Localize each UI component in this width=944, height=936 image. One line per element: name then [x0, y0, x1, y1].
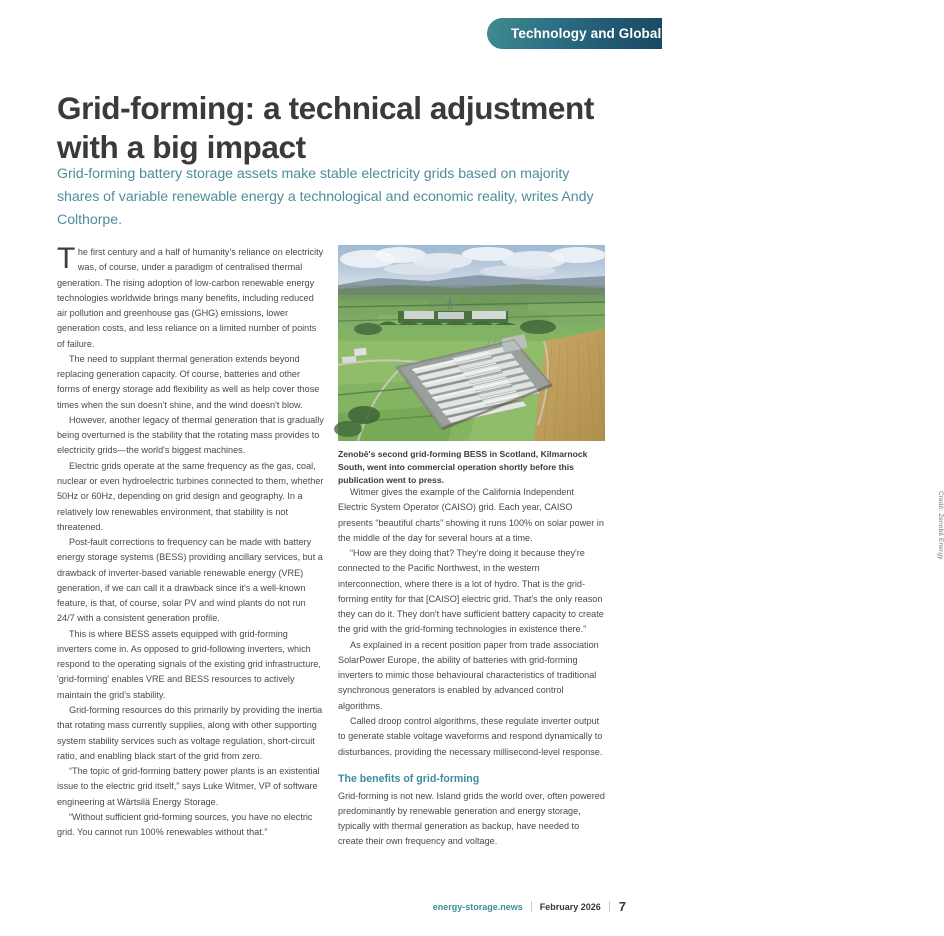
article-column-left	[57, 242, 324, 840]
drop-cap: T	[57, 242, 76, 275]
footer-issue-date: February 2026	[539, 901, 601, 912]
article-paragraph: Witmer gives the example of the California Independent Electric System Operator (CAISO) grid. Each year, CAISO presents “beautiful charts” showing it runs 100% on solar power in the middle of the day for several hours at a time.	[338, 487, 604, 543]
section-badge-label: Technology and Global	[511, 26, 662, 41]
section-badge	[487, 18, 662, 49]
article-paragraph: Post-fault corrections to frequency can be made with battery energy storage systems (BESS) providing ancillary services, but a drawback of inverter-based variable renewable energy (VRE) generation, if we can call it a drawback since it's a well-known feature, is that, of course, solar PV and wind plants do not run 24/7 with a consistent generation profile.	[57, 537, 323, 624]
article-paragraph: However, another legacy of thermal generation that is gradually being overturned is the stability that the rotating mass provides to electricity grids—the world's biggest machines.	[57, 414, 324, 456]
facility-photo	[338, 245, 605, 441]
photo-credit: Credit: Zenobē Energy	[937, 491, 944, 560]
article-paragraph: Called droop control algorithms, these regulate inverter output to generate stable voltage waveforms and respond dynamically to disturbances, providing the necessary millisecond-level response.	[338, 715, 603, 757]
article-paragraph: “How are they doing that? They're doing it because they're connected to the Pacific Northwest, in the western interconnection, where there is a lot of hydro. That is the grid-forming entity for that [CAISO] electric grid. That's the only reason they can do it. They don't have sufficient battery capacity to create the grid with the grid-forming technologies in existence there.”	[338, 548, 604, 635]
figure-caption: Zenobē's second grid-forming BESS in Scotland, Kilmarnock South, went into commercial operation shortly before this publication went to press.	[338, 449, 588, 486]
article-paragraph: This is where BESS assets equipped with grid-forming inverters come in. As opposed to grid-following inverters, which respond to the operating signals of the existing grid infrastructure, 'grid-forming' enables VRE and BESS resources to actively maintain the grid's stability.	[57, 628, 321, 700]
article-paragraph: Electric grids operate at the same frequency as the gas, coal, nuclear or even hydroelectric turbines connected to them, whether 50Hz or 60Hz, depending on grid design and geography. In a relatively low renewables environment, that stability is not threatened.	[57, 460, 324, 532]
footer-page-number: 7	[618, 899, 626, 914]
footer-site-name[interactable]: energy-storage.news	[432, 901, 523, 912]
section-subheading: The benefits of grid-forming	[338, 772, 480, 785]
article-paragraph: “The topic of grid-forming battery power plants is an existential issue to the electric grid itself,” says Luke Witmer, VP of software engineering at Wärtsilä Energy Storage.	[57, 766, 320, 807]
article-paragraph: Grid-forming resources do this primarily by providing the inertia that rotating mass currently supplies, along with other supporting system stability services such as voltage regulation, short-circuit ratio, and enabling black start of the grid from zero.	[57, 704, 323, 761]
article-column-right	[338, 485, 605, 850]
article-paragraph: As explained in a recent position paper from trade association SolarPower Europe, the ability of batteries with grid-forming inverters to mimic those behavioural characteristics of traditional synchronous generators is enabled by advanced control algorithms.	[338, 639, 599, 711]
page-title: Grid-forming: a technical adjustment with a big impact	[57, 90, 594, 165]
article-paragraph-text: he first century and a half of humanity's reliance on electricity was, of course, under a paradigm of centralised thermal generation. The rising adoption of low-carbon renewable energy technologies worldwide brings many benefits, including reduced air pollution and greenhouse gas (GHG) emissions, lower generation costs, and less reliance on a limited number of points of failure.	[57, 247, 324, 349]
article-paragraph: The need to supplant thermal generation extends beyond replacing generation capacity. Of course, batteries and other forms of energy storage add flexibility as well as help cover those times when the sun doesn't shine, and the wind doesn't blow.	[57, 353, 320, 410]
article-paragraph: Grid-forming is not new. Island grids the world over, often powered predominantly by renewable generation and energy storage, typically with thermal generation as backup, have needed to create their own frequency and voltage.	[338, 790, 605, 847]
article-paragraph: “Without sufficient grid-forming sources, you have no electric grid. You cannot run 100% renewables without that.”	[57, 811, 313, 838]
page-footer	[433, 899, 626, 914]
standfirst: Grid-forming battery storage assets make stable electricity grids based on majority shares of variable renewable energy a technological and economic reality, writes Andy Colthorpe.	[57, 166, 594, 228]
article-paragraph	[57, 242, 324, 352]
